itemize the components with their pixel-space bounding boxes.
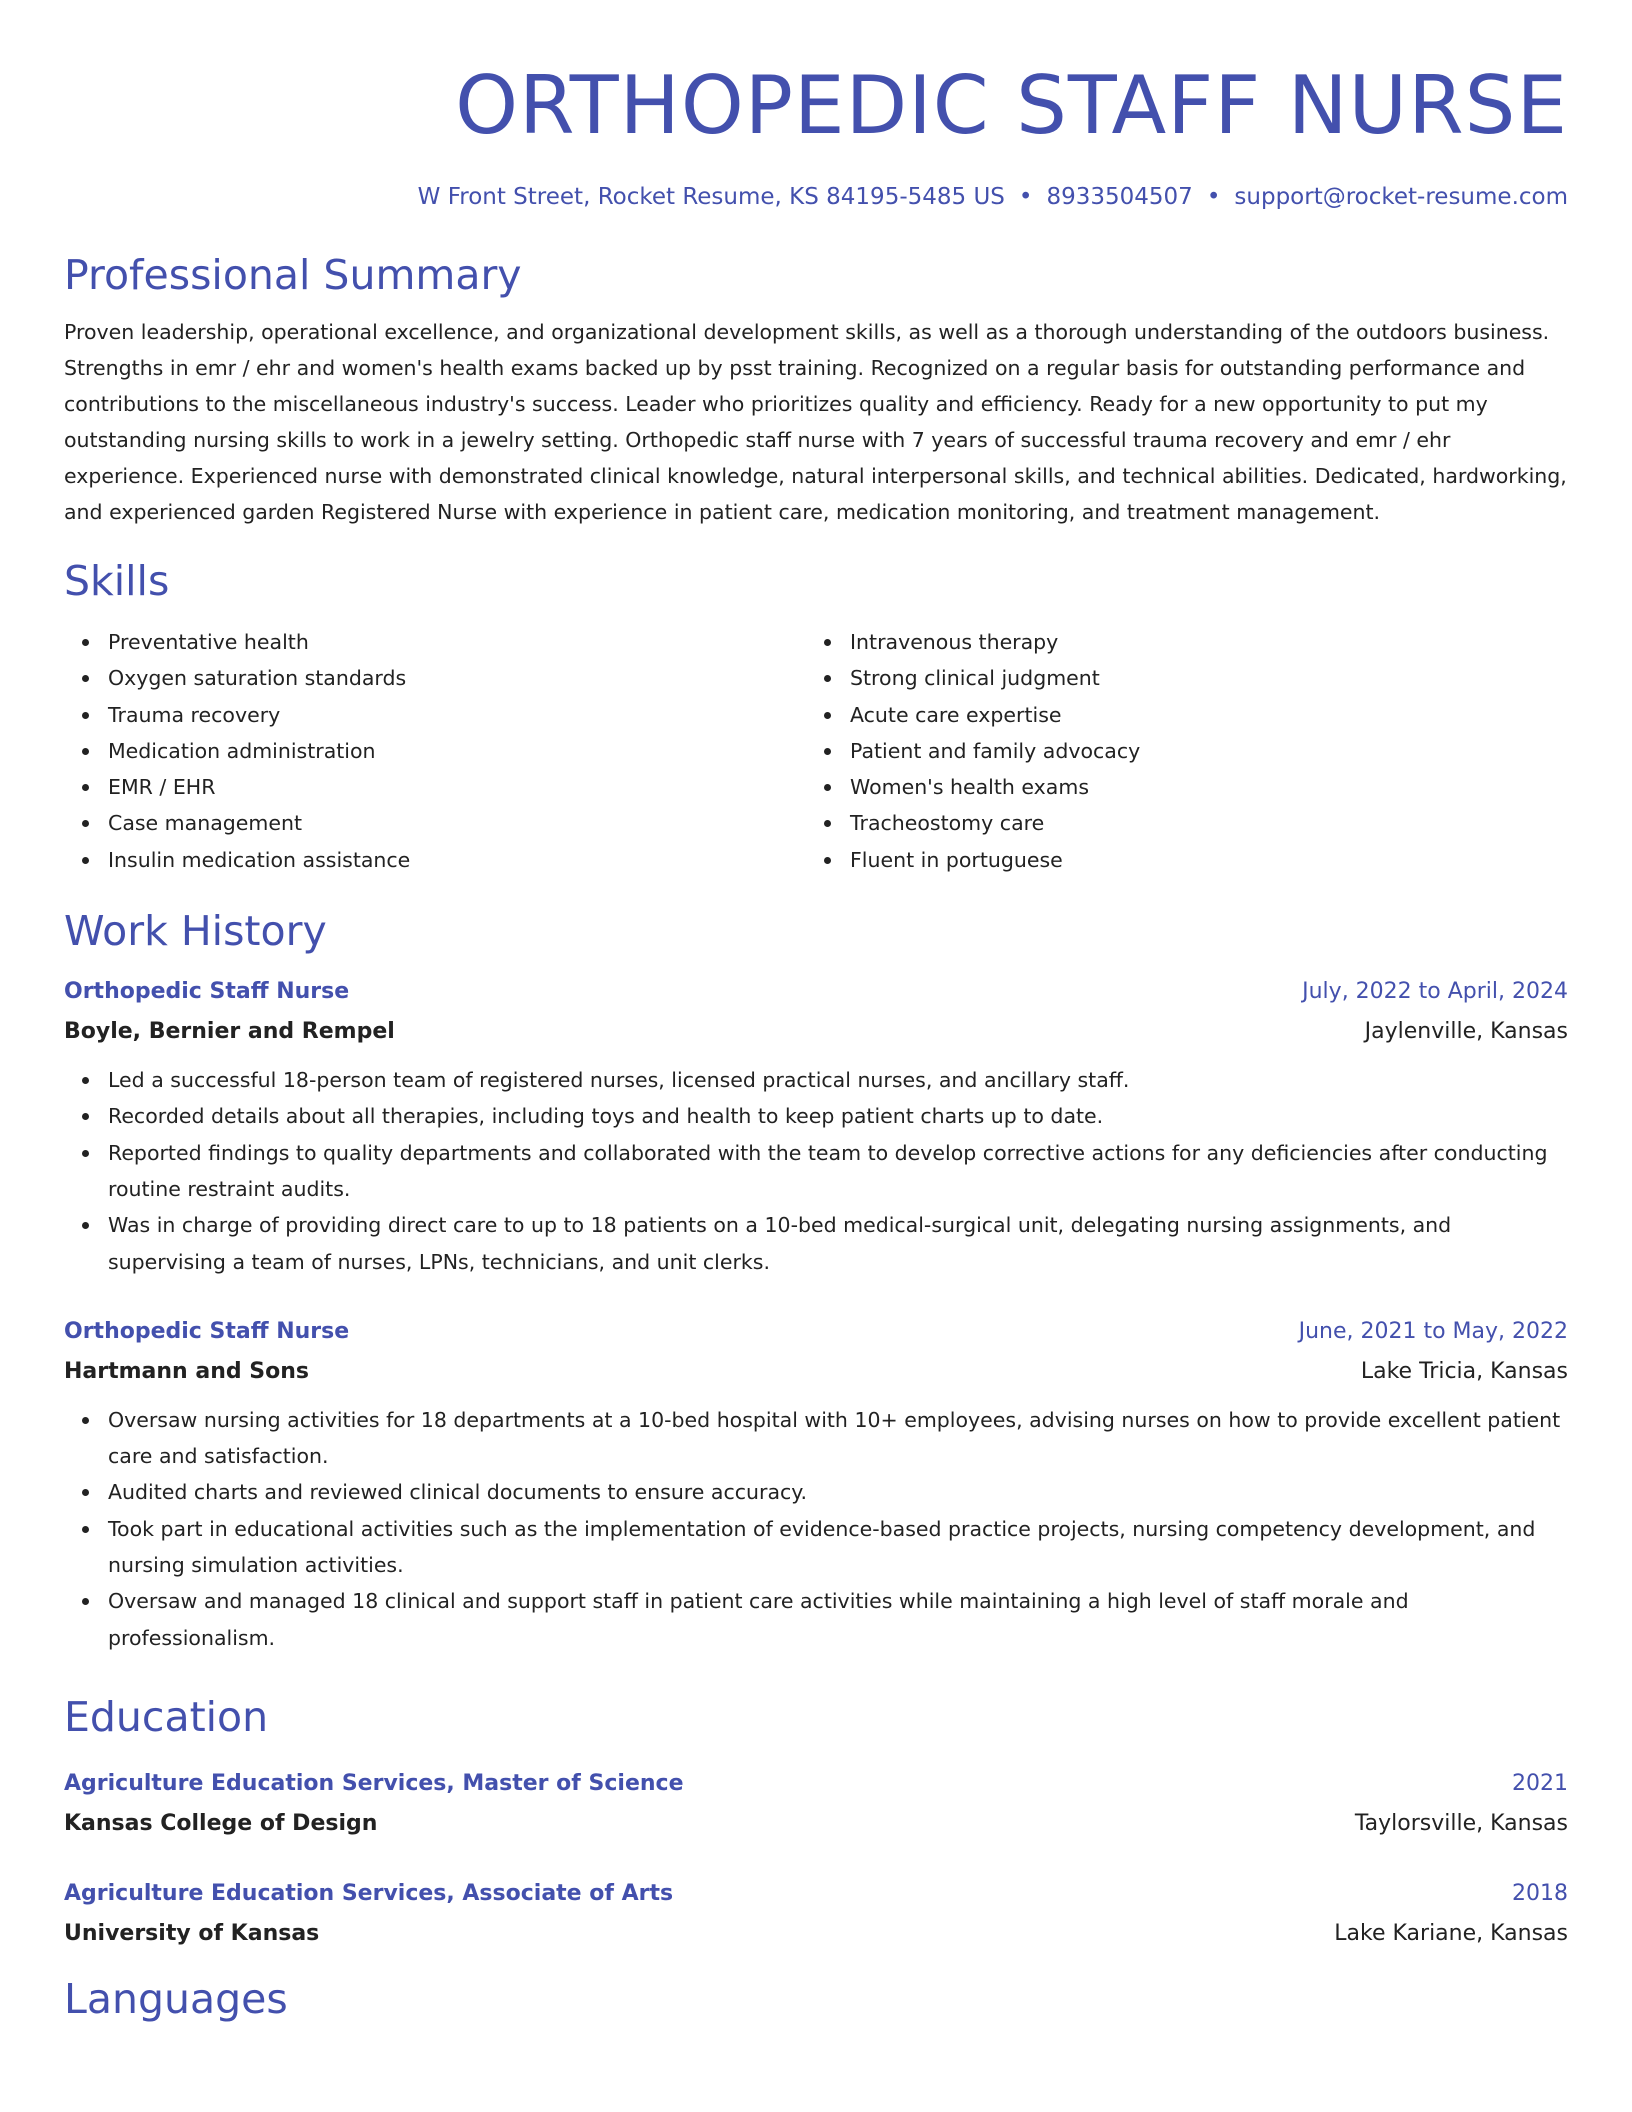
contact-address: W Front Street, Rocket Resume, KS 84195-5485 US bbox=[417, 184, 1005, 210]
skill-item: Insulin medication assistance bbox=[108, 842, 806, 878]
job-dates: June, 2021 to May, 2022 bbox=[1298, 1318, 1568, 1344]
skill-item: Strong clinical judgment bbox=[850, 660, 1548, 696]
section-title-skills: Skills bbox=[64, 557, 170, 605]
education-degree: Agriculture Education Services, Master of Science bbox=[64, 1770, 684, 1796]
skill-item: Patient and family advocacy bbox=[850, 733, 1548, 769]
skills-list bbox=[64, 624, 1568, 878]
job-bullet: Oversaw and managed 18 clinical and support staff in patient care activities while maintaining a high level of staff morale and professionalism. bbox=[108, 1583, 1568, 1656]
section-title-languages: Languages bbox=[64, 1974, 288, 2023]
job-bullet: Led a successful 18-person team of registered nurses, licensed practical nurses, and ancillary staff. bbox=[108, 1062, 1568, 1098]
skill-item: Women's health exams bbox=[850, 769, 1548, 805]
section-title-summary: Professional Summary bbox=[64, 251, 522, 299]
education-location: Lake Kariane, Kansas bbox=[1334, 1920, 1568, 1946]
skill-item: Oxygen saturation standards bbox=[108, 660, 806, 696]
job-title: Orthopedic Staff Nurse bbox=[64, 1318, 350, 1344]
job-subheader bbox=[64, 1352, 1568, 1392]
resume-title: ORTHOPEDIC STAFF NURSE bbox=[455, 59, 1568, 152]
contact-separator: • bbox=[1206, 184, 1221, 210]
job-bullet: Was in charge of providing direct care to up to 18 patients on a 10-bed medical-surgical unit, delegating nursing assignments, and supervising a team of nurses, LPNs, technicians, and unit clerks. bbox=[108, 1207, 1568, 1280]
contact-line bbox=[64, 182, 1568, 212]
job-header bbox=[64, 1312, 1568, 1352]
job-entry bbox=[64, 972, 1568, 1280]
education-header bbox=[64, 1874, 1568, 1914]
job-company: Hartmann and Sons bbox=[64, 1358, 310, 1384]
section-title-work-history: Work History bbox=[64, 907, 327, 956]
job-location: Jaylenville, Kansas bbox=[1364, 1019, 1568, 1045]
skill-item: Medication administration bbox=[108, 733, 806, 769]
skill-item: Trauma recovery bbox=[108, 697, 806, 733]
skills-column-right bbox=[806, 624, 1548, 878]
job-bullet: Oversaw nursing activities for 18 departments at a 10-bed hospital with 10+ employees, advising nurses on how to provide excellent patient care and satisfaction. bbox=[108, 1402, 1568, 1475]
education-degree: Agriculture Education Services, Associate of Arts bbox=[64, 1880, 674, 1906]
education-subheader bbox=[64, 1914, 1568, 1954]
skill-item: Intravenous therapy bbox=[850, 624, 1548, 660]
job-dates: July, 2022 to April, 2024 bbox=[1302, 979, 1568, 1005]
skill-item: Tracheostomy care bbox=[850, 805, 1548, 841]
education-subheader bbox=[64, 1804, 1568, 1844]
education-year: 2021 bbox=[1512, 1770, 1568, 1796]
summary-text: Proven leadership, operational excellence, and organizational development skills, as well as a thorough understanding of the outdoors business. Strengths in emr / ehr and women's health exams backed up by psst training. Recognized on a regular basis for outstanding performance and contributions to the miscellaneous industry's success. Leader who prioritizes quality and efficiency. Ready for a new opportunity to put my outstanding nursing skills to work in a jewelry setting. Orthopedic staff nurse with 7 years of successful trauma recovery and emr / ehr experience. Experienced nurse with demonstrated clinical knowledge, natural interpersonal skills, and technical abilities. Dedicated, hardworking, and experienced garden Registered Nurse with experience in patient care, medication monitoring, and treatment management. bbox=[64, 320, 1567, 524]
job-bullet: Audited charts and reviewed clinical documents to ensure accuracy. bbox=[108, 1474, 1568, 1510]
contact-phone: 8933504507 bbox=[1046, 184, 1193, 210]
education-header bbox=[64, 1764, 1568, 1804]
skill-item: Case management bbox=[108, 805, 806, 841]
education-location: Taylorsville, Kansas bbox=[1354, 1810, 1568, 1836]
education-entry bbox=[64, 1764, 1568, 1844]
section-title-education: Education bbox=[64, 1692, 269, 1741]
job-bullet: Reported findings to quality departments and collaborated with the team to develop corrective actions for any deficiencies after conducting routine restraint audits. bbox=[108, 1135, 1568, 1208]
job-bullets bbox=[64, 1062, 1568, 1280]
job-subheader bbox=[64, 1012, 1568, 1052]
skill-item: Preventative health bbox=[108, 624, 806, 660]
job-entry bbox=[64, 1312, 1568, 1656]
resume-page bbox=[64, 0, 1568, 2024]
education-entry bbox=[64, 1874, 1568, 1954]
contact-email[interactable]: support@rocket-resume.com bbox=[1234, 184, 1568, 210]
skill-item: EMR / EHR bbox=[108, 769, 806, 805]
education-school: Kansas College of Design bbox=[64, 1810, 378, 1836]
job-bullet: Recorded details about all therapies, including toys and health to keep patient charts up to date. bbox=[108, 1098, 1568, 1134]
skills-column-left bbox=[64, 624, 806, 878]
skill-item: Acute care expertise bbox=[850, 697, 1548, 733]
education-year: 2018 bbox=[1512, 1880, 1568, 1906]
job-title: Orthopedic Staff Nurse bbox=[64, 979, 350, 1005]
education-school: University of Kansas bbox=[64, 1920, 320, 1946]
job-header bbox=[64, 972, 1568, 1012]
job-location: Lake Tricia, Kansas bbox=[1360, 1358, 1568, 1384]
job-bullets bbox=[64, 1402, 1568, 1656]
skill-item: Fluent in portuguese bbox=[850, 842, 1548, 878]
contact-separator: • bbox=[1018, 184, 1033, 210]
job-bullet: Took part in educational activities such as the implementation of evidence-based practice projects, nursing competency development, and nursing simulation activities. bbox=[108, 1511, 1568, 1584]
job-company: Boyle, Bernier and Rempel bbox=[64, 1019, 395, 1045]
